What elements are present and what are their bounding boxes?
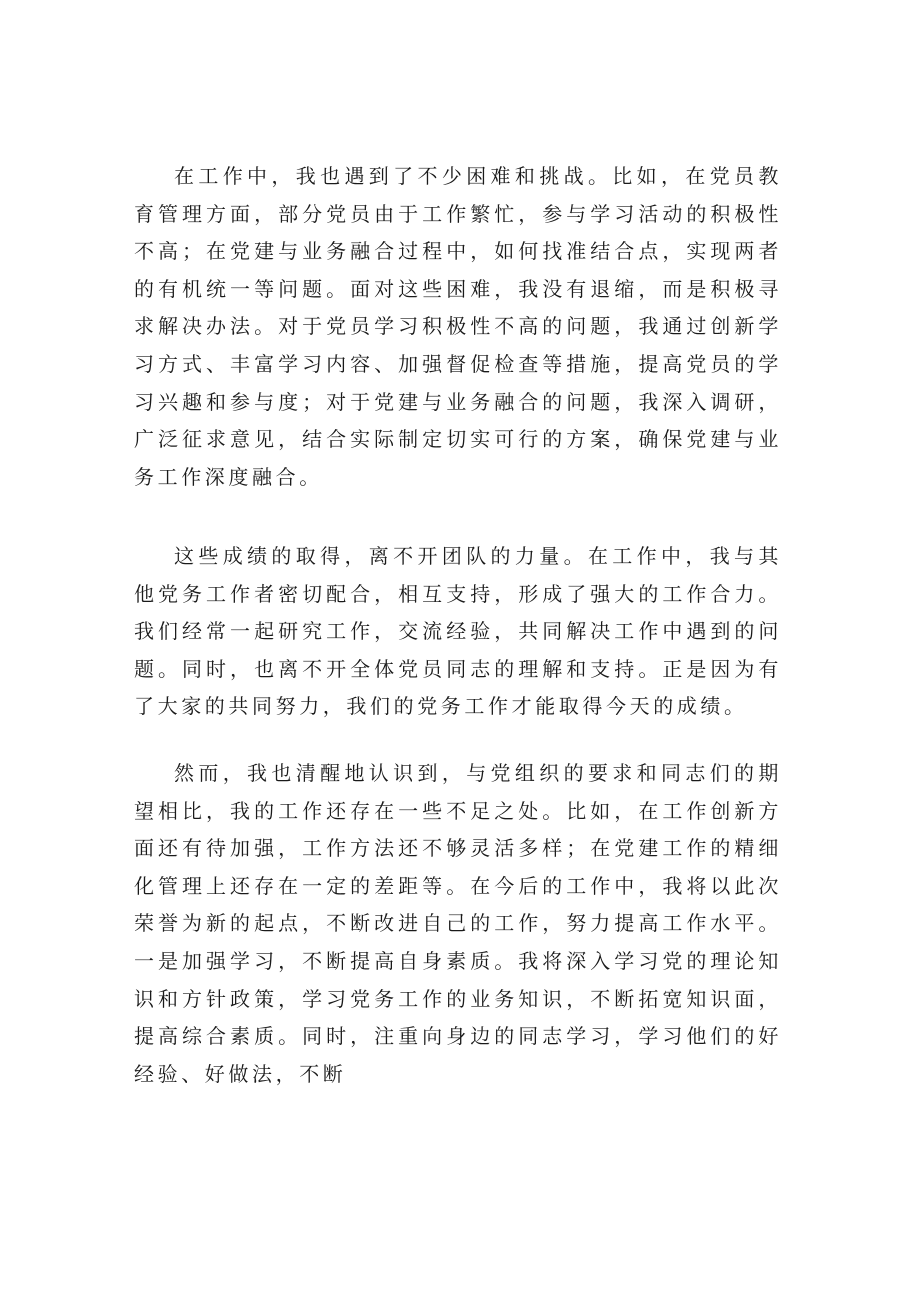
paragraph-team-credit: 这些成绩的取得，离不开团队的力量。在工作中，我与其他党务工作者密切配合，相互支持，形成了强大的工作合力。我们经常一起研究工作，交流经验，共同解决工作中遇到的问题。同时，也离不开全体党员同志的理解和支持。正是因为有了大家的共同努力，我们的党务工作才能取得今天的成绩。 — [134, 544, 782, 719]
paragraph-difficulties: 在工作中，我也遇到了不少困难和挑战。比如，在党员教育管理方面，部分党员由于工作繁忙，参与学习活动的积极性不高；在党建与业务融合过程中，如何找准结合点，实现两者的有机统一等问题。面对这些困难，我没有退缩，而是积极寻求解决办法。对于党员学习积极性不高的问题，我通过创新学习方式、丰富学习内容、加强督促检查等措施，提高党员的学习兴趣和参与度；对于党建与业务融合的问题，我深入调研，广泛征求意见，结合实际制定切实可行的方案，确保党建与业务工作深度融合。 — [134, 164, 782, 489]
paragraph-shortcomings: 然而，我也清醒地认识到，与党组织的要求和同志们的期望相比，我的工作还存在一些不足之处。比如，在工作创新方面还有待加强，工作方法还不够灵活多样；在党建工作的精细化管理上还存在一定的差距等。在今后的工作中，我将以此次荣誉为新的起点，不断改进自己的工作，努力提高工作水平。一是加强学习，不断提高自身素质。我将深入学习党的理论知识和方针政策，学习党务工作的业务知识，不断拓宽知识面，提高综合素质。同时，注重向身边的同志学习，学习他们的好经验、好做法，不断 — [134, 761, 782, 1086]
